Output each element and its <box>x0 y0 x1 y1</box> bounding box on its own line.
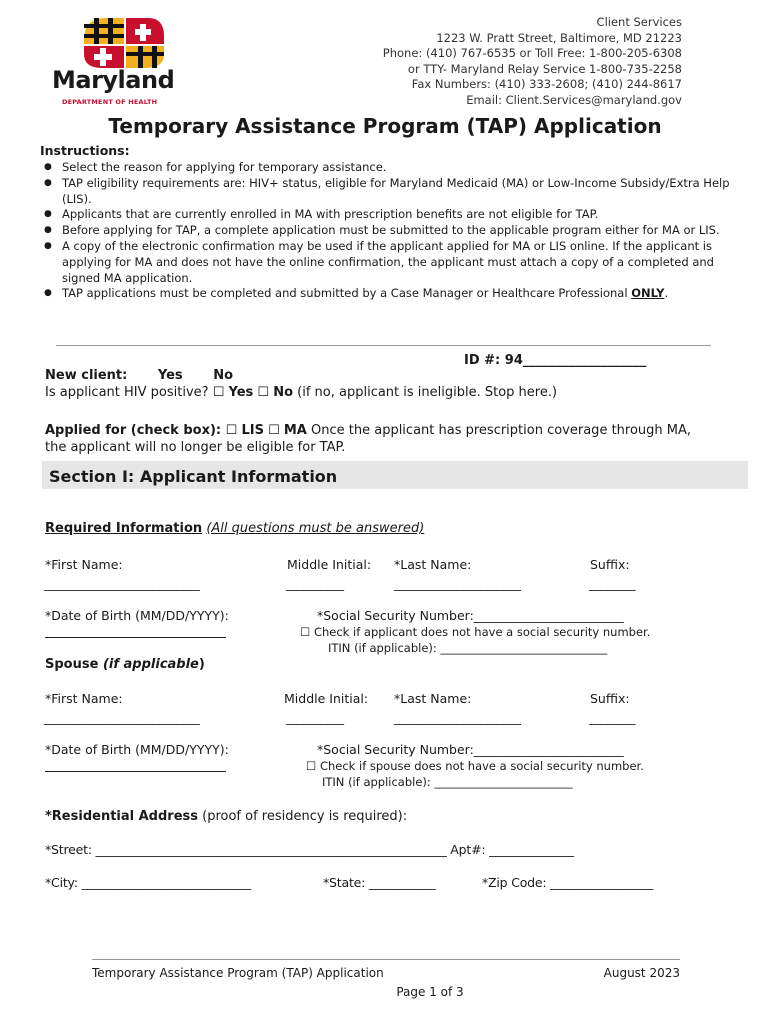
new-client-no[interactable]: No <box>213 368 233 383</box>
new-client-row <box>45 368 259 383</box>
city-field[interactable]: *City: ____________________________ <box>45 875 252 890</box>
address-heading <box>45 809 407 824</box>
address-label: *Residential Address <box>45 809 198 824</box>
spouse-label-end: ) <box>198 657 205 672</box>
spouse-middle-initial-input[interactable]: __________ <box>286 710 344 725</box>
id-number-field[interactable]: ID #: 94___________________ <box>464 353 647 368</box>
contact-block <box>383 15 682 108</box>
dob-input[interactable] <box>45 637 226 638</box>
contact-line: 1223 W. Pratt Street, Baltimore, MD 21223 <box>436 30 682 45</box>
hiv-no-label: No <box>273 385 294 400</box>
last-name-input[interactable]: ______________________ <box>394 576 521 591</box>
footer-divider <box>92 959 680 960</box>
spouse-heading <box>45 657 205 672</box>
instructions-heading: Instructions: <box>40 143 130 158</box>
document-title: Temporary Assistance Program (TAP) Application <box>108 114 662 138</box>
lis-label: LIS <box>241 423 264 438</box>
hiv-yes-label: Yes <box>228 385 254 400</box>
spouse-suffix-input[interactable]: ________ <box>589 710 635 725</box>
first-name-label: *First Name: <box>45 557 123 572</box>
hiv-yes-checkbox[interactable]: ☐ <box>212 385 225 400</box>
spouse-suffix-label: Suffix: <box>590 691 630 706</box>
instruction-item: ● Before applying for TAP, a complete application must be submitted to the applicable program either for MA or LIS. <box>44 223 734 239</box>
spouse-dob-input[interactable] <box>45 771 226 772</box>
contact-line: Phone: (410) 767-6535 or Toll Free: 1-800-205-6308 <box>382 46 682 60</box>
contact-line: Client Services <box>596 15 682 29</box>
ma-checkbox[interactable]: ☐ <box>268 423 280 438</box>
hiv-question-row <box>45 385 557 400</box>
hiv-note: (if no, applicant is ineligible. Stop here.) <box>293 385 558 400</box>
section-title: Section I: Applicant Information <box>49 467 338 486</box>
spouse-middle-initial-label: Middle Initial: <box>284 691 369 706</box>
spouse-note: (if applicable <box>102 657 199 672</box>
applied-for-row <box>45 422 705 456</box>
spouse-ssn-field[interactable]: *Social Security Number:________________________ <box>317 742 624 757</box>
lis-checkbox[interactable]: ☐ <box>225 423 238 438</box>
spouse-last-name-input[interactable]: ______________________ <box>394 710 521 725</box>
street-field[interactable]: *Street: __________________________________________________________ Apt#: ______________ <box>45 842 574 857</box>
instruction-text: TAP applications must be completed and submitted by a Case Manager or Healthcare Professional <box>62 286 632 301</box>
spouse-dob-label: *Date of Birth (MM/DD/YYYY): <box>45 742 229 757</box>
footer-title: Temporary Assistance Program (TAP) Application <box>92 966 384 980</box>
spouse-first-name-label: *First Name: <box>45 691 123 706</box>
instruction-item <box>44 286 734 302</box>
instruction-item: ● A copy of the electronic confirmation may be used if the applicant applied for MA or LIS online. If the applicant is applying for MA and does not have the online confirmation, the applicant must attach a copy of a completed and signed MA application. <box>44 239 734 286</box>
spouse-first-name-input[interactable]: ___________________________ <box>44 710 200 725</box>
instruction-item: ● Applicants that are currently enrolled in MA with prescription benefits are not eligible for TAP. <box>44 207 734 223</box>
instruction-emphasis: ONLY <box>631 286 665 301</box>
new-client-label: New client: <box>45 368 128 383</box>
middle-initial-input[interactable]: __________ <box>286 576 344 591</box>
address-note: (proof of residency is required): <box>198 809 408 824</box>
required-info-row <box>45 521 424 536</box>
page-number: Page 1 of 3 <box>396 985 464 999</box>
first-name-input[interactable]: ___________________________ <box>44 576 200 591</box>
itin-field[interactable]: ITIN (if applicable): _____________________________ <box>328 641 608 655</box>
required-info-note: (All questions must be answered) <box>206 521 425 536</box>
suffix-label: Suffix: <box>590 557 630 572</box>
spouse-label: Spouse <box>45 657 103 672</box>
middle-initial-label: Middle Initial: <box>287 557 372 572</box>
contact-line: Fax Numbers: (410) 333-2608; (410) 244-8617 <box>411 77 682 91</box>
last-name-label: *Last Name: <box>394 557 472 572</box>
instruction-item: ● TAP eligibility requirements are: HIV+ status, eligible for Maryland Medicaid (MA) or Low-Income Subsidy/Extra Help (LIS). <box>44 176 734 208</box>
spouse-last-name-label: *Last Name: <box>394 691 472 706</box>
state-field[interactable]: *State: ___________ <box>323 875 436 890</box>
instruction-item: ● Select the reason for applying for temporary assistance. <box>44 160 734 176</box>
instruction-period: . <box>664 286 669 301</box>
logo-department: DEPARTMENT OF HEALTH <box>62 98 158 106</box>
logo-wordmark: Maryland <box>52 66 175 94</box>
zip-field[interactable]: *Zip Code: _________________ <box>482 875 654 890</box>
required-info-label: Required Information <box>45 521 203 536</box>
ma-label: MA <box>283 423 307 438</box>
hiv-no-checkbox[interactable]: ☐ <box>257 385 270 400</box>
contact-line: or TTY- Maryland Relay Service 1-800-735-2258 <box>407 61 682 76</box>
hiv-question: Is applicant HIV positive? <box>45 385 213 400</box>
applied-for-label: Applied for (check box): <box>45 423 226 438</box>
spouse-no-ssn-checkbox[interactable]: ☐ Check if spouse does not have a social security number. <box>306 759 644 773</box>
footer-date: August 2023 <box>603 966 680 980</box>
dob-label: *Date of Birth (MM/DD/YYYY): <box>45 608 229 623</box>
instructions-list <box>44 160 734 302</box>
spouse-itin-field[interactable]: ITIN (if applicable): ________________________ <box>322 775 573 789</box>
no-ssn-checkbox[interactable]: ☐ Check if applicant does not have a social security number. <box>300 625 651 639</box>
contact-email[interactable]: Email: Client.Services@maryland.gov <box>466 92 682 107</box>
divider <box>56 345 711 346</box>
applied-note: Once the applicant has prescription coverage through MA, the applicant will no longer be eligible for TAP. <box>45 423 692 455</box>
suffix-input[interactable]: ________ <box>589 576 635 591</box>
new-client-yes[interactable]: Yes <box>157 368 183 383</box>
ssn-field[interactable]: *Social Security Number:________________________ <box>317 608 624 623</box>
